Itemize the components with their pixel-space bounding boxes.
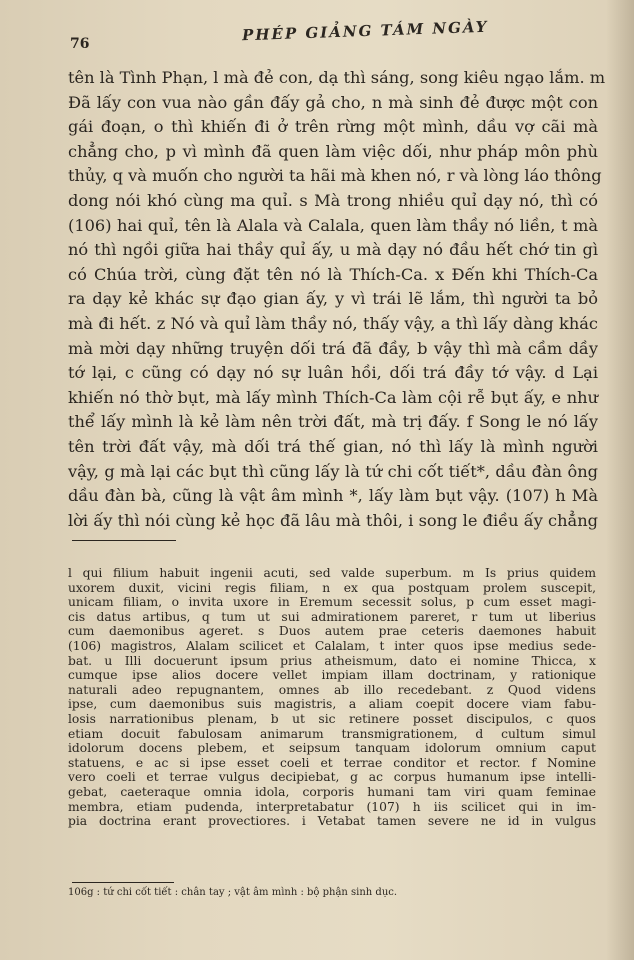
text-line: vậy, g mà lại các bụt thì cũng lấy là tứ chi cốt tiết*, dầu đàn ông [68, 461, 598, 481]
note-line: statuens, e ac si ipse esset coeli et terrae conditor et rector. f Nomine [68, 755, 596, 770]
note-line: cis datus artibus, q tum ut sui admirationem pareret, r tum ut liberius [68, 609, 596, 624]
note-line: gebat, caeteraque omnia idola, corporis humani tam viri quam feminae [68, 784, 596, 799]
text-line: dầu đàn bà, cũng là vật âm mình *, lấy làm bụt vậy. (107) h Mà [68, 486, 598, 506]
text-line: nó thì ngồi giữa hai thầy quỉ ấy, u mà dạy nó đầu hết chớ tin gì [68, 240, 598, 260]
note-line: uxorem duxit, vicini regis filiam, n ex qua postquam prolem suscepit, [68, 580, 596, 595]
note-line: etiam docuit fabulosam animarum transmigrationem, d cultum simul [68, 726, 596, 741]
note-line: bat. u Illi docuerunt ipsum prius atheismum, dato ei nomine Thicca, x [68, 653, 596, 668]
text-line: tớ lại, c cũng có dạy nó sự luân hồi, dối trá đầy tớ vậy. d Lại [68, 363, 598, 383]
text-line: thủy, q và muốn cho người ta hãi mà khen nó, r và lòng láo thông [68, 166, 602, 186]
note-line: (106) magistros, Alalam scilicet et Calalam, t inter quos ipse medius sede- [68, 638, 596, 653]
text-line: (106) hai quỉ, tên là Alala và Calala, quen làm thầy nó liền, t mà [68, 215, 598, 235]
note-line: pia doctrina erant provectiores. i Vetabat tamen severe ne id in vulgus [68, 814, 596, 829]
running-head: PHÉP GIẢNG TÁM NGÀY [241, 17, 489, 45]
text-line: lời ấy thì nói cùng kẻ học đã lâu mà thôi, i song le điều ấy chẳng [68, 510, 598, 530]
text-line: chẳng cho, p vì mình đã quen làm việc dối, như pháp môn phù [68, 141, 598, 161]
text-line: gái đoạn, o thì khiến đi ở trên rừng một mình, dầu vợ cãi mà [68, 117, 598, 137]
note-line: losis narrationibus plenam, b ut sic retinere posset discipulos, c quos [68, 711, 596, 726]
text-line: tên trời đất vậy, mà dối trá thế gian, nó thì lấy là mình người [68, 436, 598, 456]
vietnamese-text [68, 66, 606, 533]
note-line: naturali adeo repugnantem, omnes ab illo recedebant. z Quod videns [68, 682, 596, 697]
text-line: mà mời dạy những truyện dối trá đã đầy, b vậy thì mà cầm dầy [68, 338, 598, 358]
text-line: mà đi hết. z Nó và quỉ làm thầy nó, thấy vậy, a thì lấy dàng khác [68, 313, 598, 333]
note-line: idolorum docens plebem, et seipsum tanquam idolorum omnium caput [68, 741, 596, 756]
page-header [70, 14, 594, 52]
note-line: unicam filiam, o invita uxore in Eremum secessit solus, p cum esset magi- [68, 595, 596, 610]
note-line: membra, etiam pudenda, interpretabatur (107) h iis scilicet qui in im- [68, 799, 596, 814]
note-line: cumque ipse alios docere vellet impiam illam doctrinam, y rationique [68, 668, 596, 683]
page-edge-shadow [606, 0, 634, 960]
note-line: vero coeli et terrae vulgus decipiebat, g ac corpus humanum ipse intelli- [68, 770, 596, 785]
note-line: ipse, cum daemonibus suis magistris, a aliam coepit docere viam fabu- [68, 697, 596, 712]
text-line: khiến nó thờ bụt, mà lấy mình Thích-Ca làm cội rễ bụt ấy, e như [68, 387, 598, 407]
separator-rule [72, 540, 176, 541]
page-number: 76 [70, 36, 90, 52]
note-line: cum daemonibus ageret. s Duos autem prae ceteris daemones habuit [68, 624, 596, 639]
text-line: dong nói khó cùng ma quỉ. s Mà trong nhiều quỉ dạy nó, thì có [68, 190, 598, 210]
text-line: thể lấy mình là kẻ làm nên trời đất, mà trị đấy. f Song le nó lấy [68, 412, 598, 432]
footnote-rule [72, 882, 174, 883]
note-line: l qui filium habuit ingenii acuti, sed valde superbum. m Is prius quidem [68, 566, 596, 580]
text-line: ra dạy kẻ khác sự đạo gian ấy, y vì trái lẽ lắm, thì người ta bỏ [68, 289, 598, 309]
text-line: tên là Tình Phạn, l mà đẻ con, dạ thì sáng, song kiêu ngạo lắm. m [68, 68, 606, 87]
footnote: 106g : tứ chi cốt tiết : chân tay ; vật âm mình : bộ phận sinh dục. [68, 887, 398, 898]
text-line: Đã lấy con vua nào gần đấy gả cho, n mà sinh đẻ được một con [68, 92, 598, 112]
text-line: có Chúa trời, cùng đặt tên nó là Thích-Ca. x Đến khi Thích-Ca [68, 264, 598, 284]
latin-notes [68, 566, 596, 829]
